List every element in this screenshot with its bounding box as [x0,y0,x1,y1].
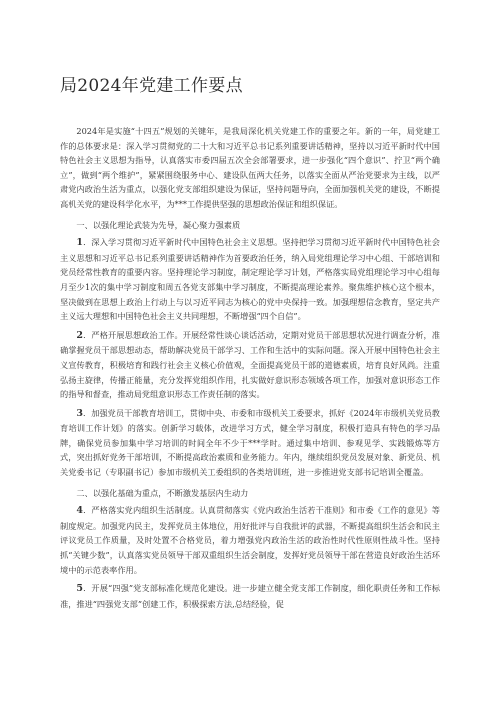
section-heading-2: 二、以强化基础为重点，不断激发基层内生动力 [76,487,249,498]
item-text: ．深入学习贯彻习近平新时代中国特色社会主义思想。坚持把学习贯彻习近平新时代中国特色社会主义思想和习近平总书记系列重要讲话精神作为首要政治任务，纳入局党组理论学习中心组、干部培训和党员经常性教育的重要内容。坚持理论学习制度，制定理论学习计划，严格落实局党组理论学习中心组每月至少1次的集中学习制度和周五各党支部集中学习制度，不断提高理论素养。聚焦维护核心这个根本，坚决做到在思想上政治上行动上与以习近平同志为核心的党中央保持一致。加强理想信念教育，坚定共产主义远大理想和中国特色社会主义共同理想，不断增强“四个自信”。 [60,237,440,322]
item-number: 2 [76,329,84,341]
item-number: 1 [76,237,84,249]
item-text: ．严格开展思想政治工作。开展经常性谈心谈话活动，定期对党员干部思想状况进行调查分析，准确掌握党员干部思想动态，帮助解决党员干部学习、工作和生活中的实际问题。深入开展中国特色社会主义宣传教育，积极培育和践行社会主义核心价值观，全面提高党员干部的道德素质，培育良好风尚。注重弘扬主旋律，传播正能量，充分发挥党组织作用，扎实做好意识形态领域各项工作，加强对意识形态工作的指导和督查，推动局党组意识形态工作责任制的落实。 [60,329,440,400]
intro-paragraph: 2024年是实施“十四五”规划的关键年，是我局深化机关党建工作的重要之年。新的一年，局党建工作的总体要求是：深入学习贯彻党的二十大和习近平总书记系列重要讲话精神，坚持以习近平新时代中国特色社会主义思想为指导，认真落实市委四届五次全会部署要求，进一步强化“四个意识”、拧卫“两个确立”，做到“两个维护”，紧紧围绕服务中心、建设队伍两大任务，以落实全面从严治党要求为主线，以严肃党内政治生活为重点，以强化党支部组织建设为保证，坚持问题导向，全面加强机关党的建设，不断提高机关党的建设科学化水平，为***工作提供坚强的思想政治保证和组织保证。 [60,126,440,209]
section-heading-1: 一、以强化理论武装为先导，凝心聚力强素质 [76,219,241,230]
item-number: 4 [76,505,84,517]
item-paragraph-4 [60,503,440,577]
item-text: ．开展“四强”党支部标准化规范化建设。进一步建立健全党支部工作制度，细化职责任务和工作标准，推进“四强党支部”创建工作，积极探索方法,总结经验，促 [60,583,440,609]
item-paragraph-2 [60,328,440,402]
document-title: 局2024年党建工作要点 [60,76,243,96]
document-body [60,124,440,615]
item-number: 3 [76,407,84,419]
item-text: ．加强党员干部教育培训工，贯彻中央、市委和市级机关工委要求，抓好《2024年市级机关党员教育培训工作计划》的落实。创新学习载体，改进学习方式，健全学习制度，积极打造具有特色的学习品牌，确保党员参加集中学习培训的时间全年不少于***学时。通过集中培训、参观见学、实践锻炼等方式，突出抓好党务干部培训，不断提高政治素质和业务能力。年内，继续组织党员发展对象、新党员、机关党委书记（专职副书记）参加市级机关工委组织的各类培训班，进一步推进党支部书记培训全覆盖。 [60,407,440,478]
item-paragraph-3 [60,406,440,480]
item-number: 5 [76,583,84,595]
item-paragraph-1 [60,235,440,324]
item-paragraph-5 [60,581,440,611]
item-text: ．严格落实党内组织生活制度。认真贯彻落实《党内政治生活若干准则》和市委《工作的意见》等制度规定。加强党内民主，发挥党员主体地位，用好批评与自我批评的武器，不断提高组织生活会和民主评议党员工作质量，及时处置不合格党员，着力增强党内政治生活的政治性时代性原则性战斗性。坚持抓“关键少数”，认真落实党员领导干部双重组织生活会制度，发挥好党员领导干部在营造良好政治生活环境中的示范表率作用。 [60,505,440,575]
